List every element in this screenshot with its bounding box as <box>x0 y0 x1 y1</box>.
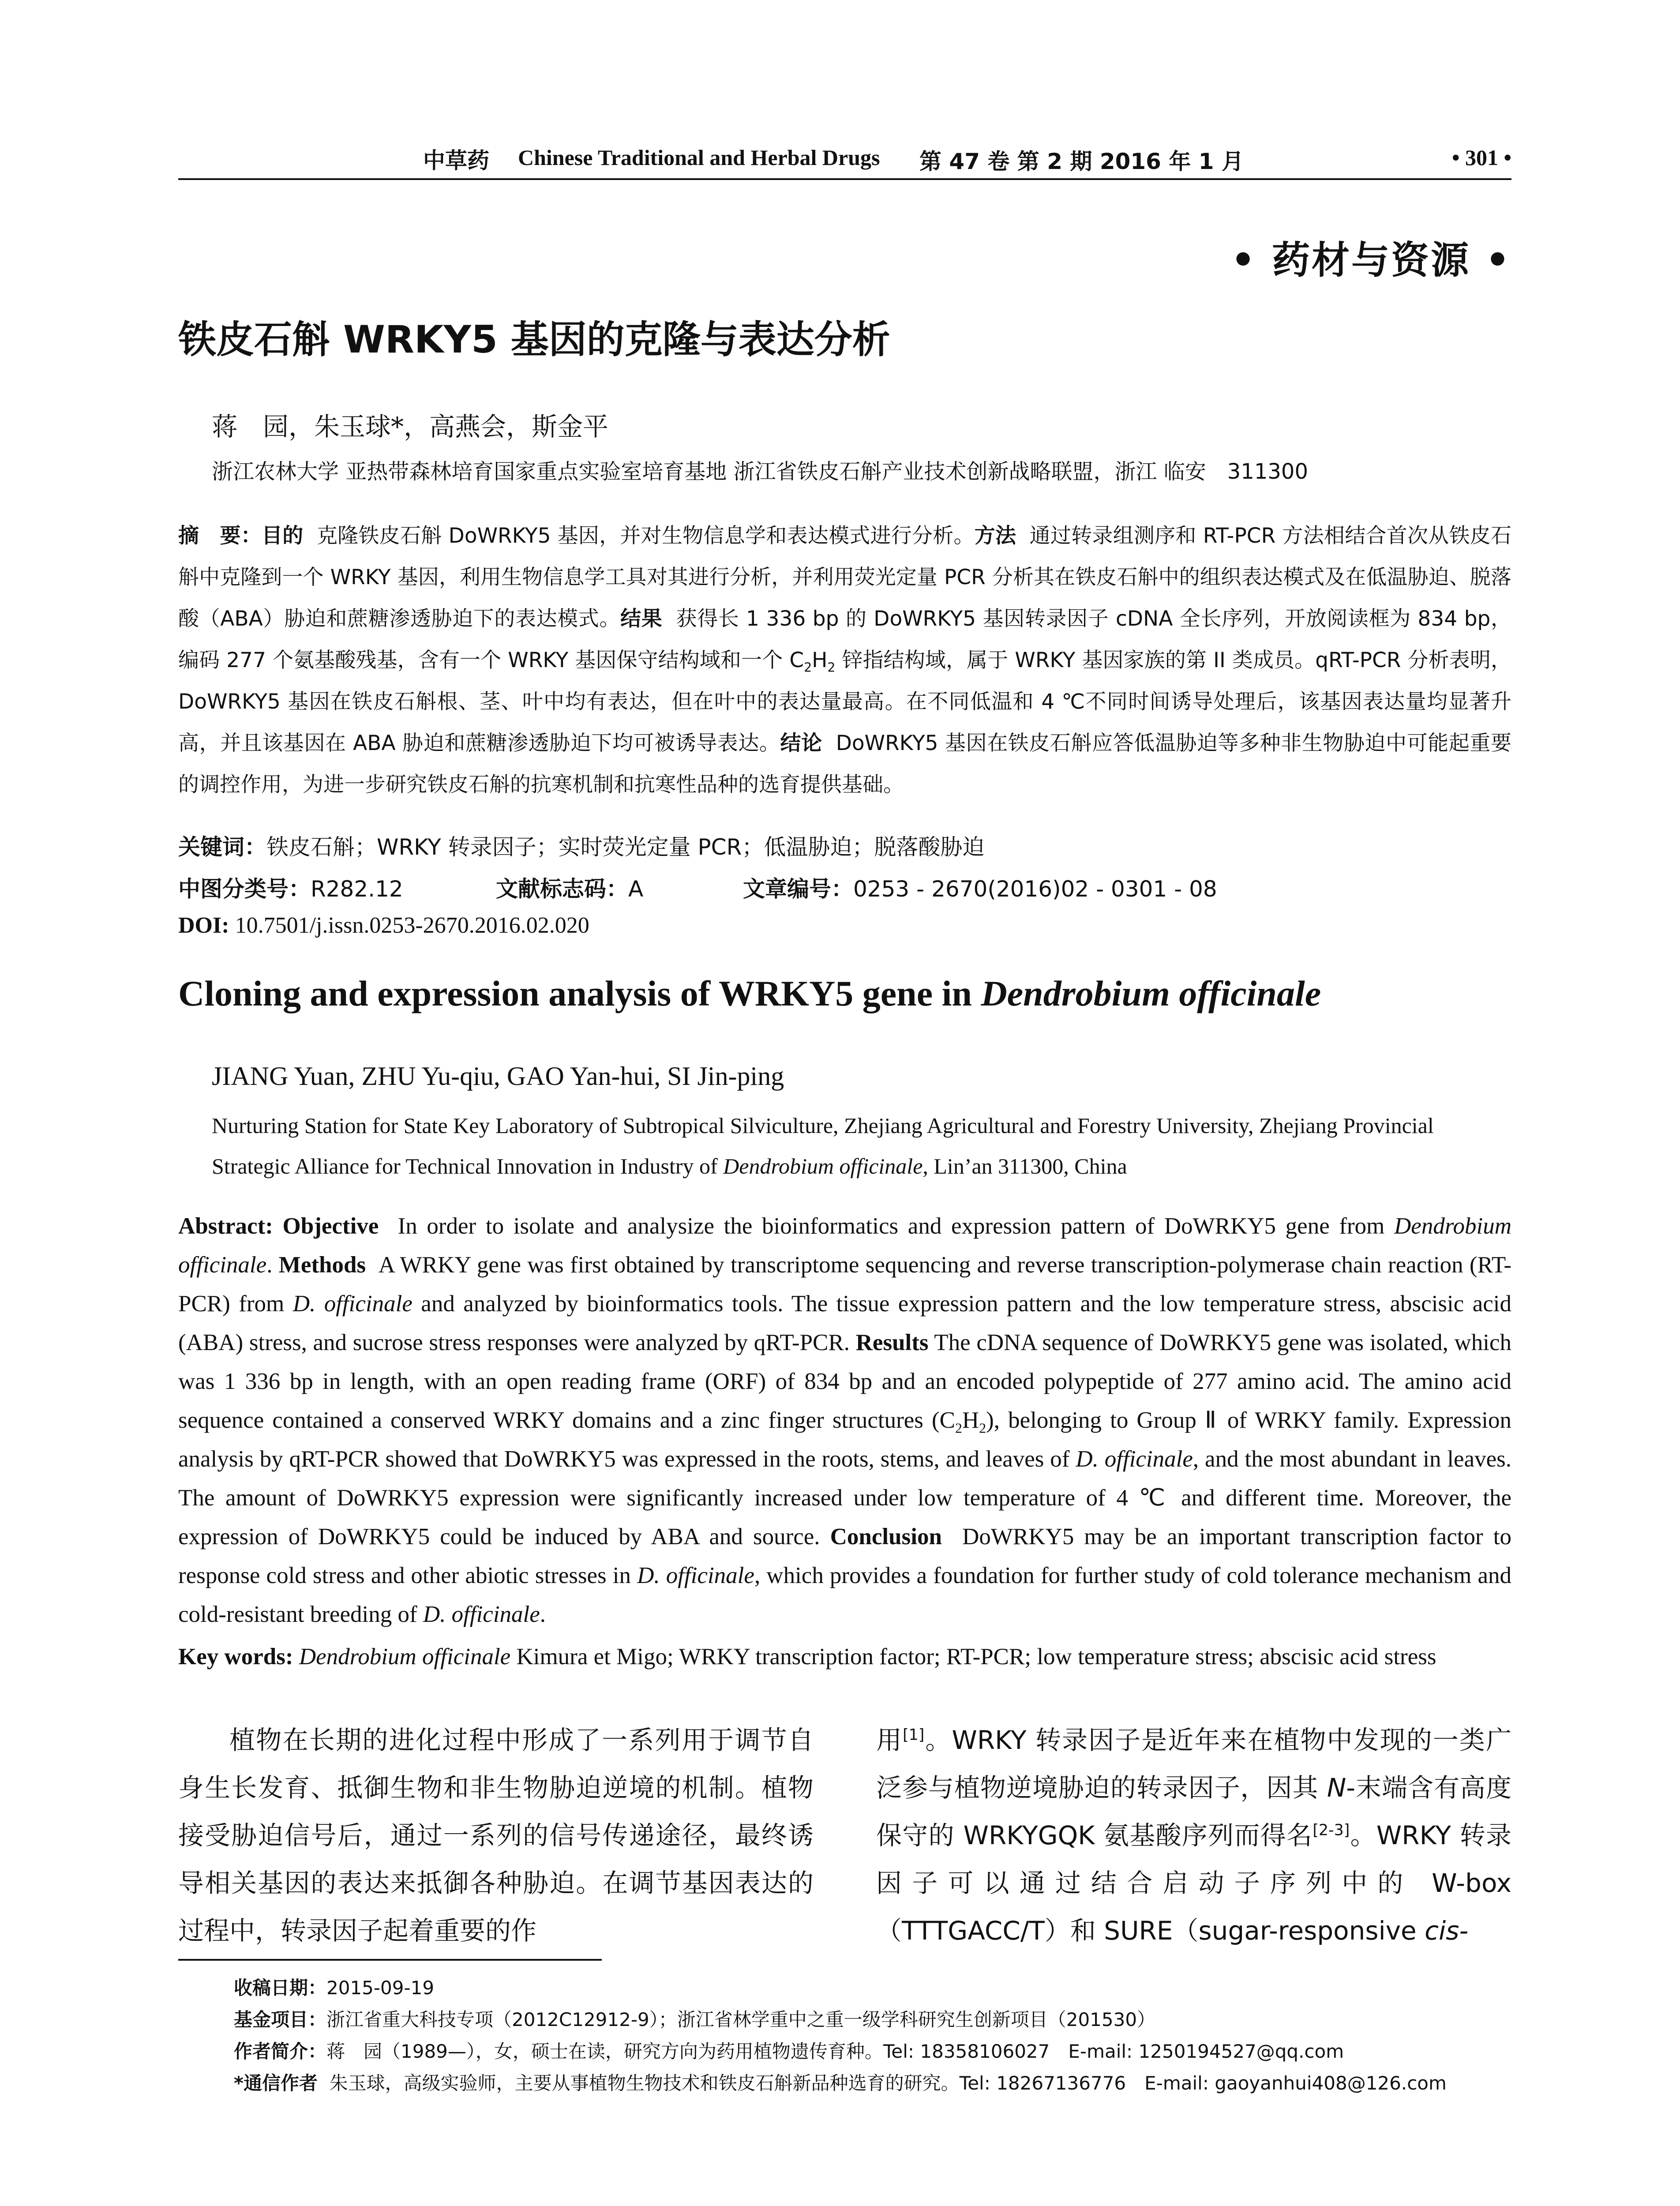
body-text-italic: cis- <box>1425 1916 1469 1946</box>
subscript: 2 <box>827 660 836 675</box>
running-header <box>178 139 1511 182</box>
results-label: Results <box>855 1330 929 1355</box>
subscript: 2 <box>955 1420 962 1436</box>
doi-label: DOI: <box>178 913 229 938</box>
results-label: 结果 <box>620 607 663 631</box>
affiliation-text: , Lin’an 311300, China <box>922 1154 1127 1178</box>
body-column-left: 植物在长期的进化过程中形成了一系列用于调节自身生长发育、抵御生物和非生物胁迫逆境的机制。植物接受胁迫信号后，通过一系列的信号传递途径，最终诱导相关基因的表达来抵御各种胁迫。在调节基因表达的过程中，转录因子起着重要的作 <box>178 1725 814 1946</box>
title-chinese: 铁皮石斛 WRKY5 基因的克隆与表达分析 <box>178 318 890 362</box>
methods-text: A WRKY gene was first obtained by transcriptome sequencing and reverse transcription-polymerase chain reaction (RT-PCR) from <box>178 1252 1512 1317</box>
footnote-label: 基金项目： <box>234 2009 327 2030</box>
species-name: D. officinale <box>292 1291 412 1317</box>
footnote-label: 收稿日期： <box>234 1977 327 1999</box>
affiliation-text: Nurturing Station for State Key Laboratory of Subtropical Silviculture, Zhejiang Agricultural and Forestry University, Zhejiang Provincial Strategic Alliance for Technical Innovation in Industry of <box>212 1113 1434 1178</box>
keywords-text: 铁皮石斛；WRKY 转录因子；实时荧光定量 PCR；低温胁迫；脱落酸胁迫 <box>266 834 985 860</box>
objective-label: Objective <box>282 1213 379 1239</box>
affiliation-chinese: 浙江农林大学 亚热带森林培育国家重点实验室培育基地 浙江省铁皮石斛产业技术创新战略联盟，浙江 临安 311300 <box>212 459 1309 484</box>
methods-label: Methods <box>278 1252 366 1278</box>
footnote-text: 2015-09-19 <box>326 1977 435 1999</box>
abstract-english <box>178 1207 1511 1634</box>
doc-code-value: A <box>628 876 644 902</box>
footnote-author <box>234 2036 1513 2067</box>
abstract-label: 摘 要： <box>178 524 262 548</box>
authors-english: JIANG Yuan, ZHU Yu-qiu, GAO Yan-hui, SI Jin-ping <box>212 1062 784 1091</box>
citation[interactable]: [2-3] <box>1312 1821 1350 1839</box>
conclusion-text: DoWRKY5 基因在铁皮石斛应答低温胁迫等多种非生物胁迫中可能起重要的调控作用，为进一步研究铁皮石斛的抗寒机制和抗寒性品种的选育提供基础。 <box>178 731 1511 797</box>
body-text-italic: N <box>1327 1773 1346 1803</box>
footnote-text: 朱玉球，高级实验师，主要从事植物生物技术和铁皮石斛新品种选育的研究。Tel: 18267136776 E-mail: gaoyanhui408@126.com <box>329 2072 1447 2094</box>
section-heading: • 药材与资源 • <box>1231 238 1511 282</box>
title-english <box>178 973 1321 1014</box>
body-text: -末端含有高度保守的 WRKYGQK 氨基酸序列而得名 <box>876 1773 1511 1850</box>
body-text: 。WRKY 转录因子是近年来在植物中发现的一类广泛参与植物逆境胁迫的转录因子，因其 <box>876 1725 1511 1803</box>
conclusion-label: 结论 <box>780 731 822 755</box>
species-name: D. officinale <box>423 1602 540 1627</box>
affiliation-english <box>212 1105 1509 1186</box>
footnote-label: *通信作者 <box>234 2072 318 2094</box>
conclusion-text: DoWRKY5 may be an important transcription factor to response cold stress and other abiotic stresses in <box>178 1524 1511 1588</box>
keywords-english <box>178 1643 1436 1670</box>
footnote-label: 作者简介： <box>234 2041 327 2062</box>
doi-value: 10.7501/j.issn.0253-2670.2016.02.020 <box>235 913 589 938</box>
authors-chinese: 蒋 园，朱玉球*，高燕会，斯金平 <box>212 412 609 442</box>
results-text: H <box>812 648 828 672</box>
body-text: 。WRKY 转录因子可以通过结合启动子序列中的 W-box（TTTGACC/T）和 SURE（sugar-responsive <box>876 1820 1511 1946</box>
abstract-label: Abstract: <box>178 1213 273 1239</box>
species-name: Dendrobium officinale <box>178 1213 1511 1278</box>
species-name: D. officinale <box>1076 1446 1193 1472</box>
footnote-received <box>234 1972 1513 2004</box>
species-name: Dendrobium officinale <box>299 1644 511 1670</box>
article-number-label: 文章编号： <box>743 876 853 902</box>
doc-code-label: 文献标志码： <box>496 876 628 902</box>
subscript: 2 <box>804 660 812 675</box>
methods-label: 方法 <box>974 524 1016 548</box>
footnote-text: 蒋 园（1989—），女，硕士在读，研究方向为药用植物遗传育种。Tel: 18358106027 E-mail: 1250194527@qq.com <box>326 2041 1344 2062</box>
classification-line <box>178 871 1217 903</box>
results-text: ), belonging to Group Ⅱ of WRKY family. Expression analysis by qRT-PCR showed that DoWRKY5 was expressed in the roots, stems, and leaves of <box>178 1407 1511 1472</box>
footnote-fund <box>234 2004 1513 2036</box>
clc-label: 中图分类号： <box>178 876 311 902</box>
title-english-main: Cloning and expression analysis of WRKY5 gene in <box>178 973 981 1013</box>
keywords-text: Kimura et Migo; WRKY transcription factor; RT-PCR; low temperature stress; abscisic acid stress <box>510 1644 1436 1670</box>
results-text: , and the most abundant in leaves. The amount of DoWRKY5 expression were significantly increased under low temperature of 4 ℃ and different time. Moreover, the expression of DoWRKY5 could be induced by ABA and source. <box>178 1446 1512 1549</box>
objective-text: In order to isolate and analysize the bioinformatics and expression pattern of DoWRKY5 gene from <box>398 1213 1395 1239</box>
journal-en-name: Chinese Traditional and Herbal Drugs <box>518 145 880 170</box>
doi-line <box>178 912 589 938</box>
abstract-chinese <box>178 515 1511 806</box>
footnote-corresponding <box>234 2067 1513 2099</box>
objective-text: 克隆铁皮石斛 DoWRKY5 基因，并对生物信息学和表达模式进行分析。 <box>316 524 975 548</box>
objective-label: 目的 <box>262 524 304 548</box>
journal-issue: 第 47 卷 第 2 期 2016 年 1 月 <box>919 149 1244 174</box>
article-number-value: 0253 - 2670(2016)02 - 0301 - 08 <box>853 876 1217 902</box>
conclusion-text: , which provides a foundation for further study of cold tolerance mechanism and cold-resistant breeding of <box>178 1563 1511 1627</box>
results-text: 锌指结构域，属于 WRKY 基因家族的第 II 类成员。qRT-PCR 分析表明，DoWRKY5 基因在铁皮石斛根、茎、叶中均有表达，但在叶中的表达量最高。在不同低温和 4 ℃不同时间诱导处理后，该基因表达量均显著升高，并且该基因在 ABA 胁迫和蔗糖渗透胁迫下均可被诱导表达。 <box>178 648 1511 755</box>
results-text: The cDNA sequence of DoWRKY5 gene was isolated, which was 1 336 bp in length, with an open reading frame (ORF) of 834 bp and an encoded polypeptide of 277 amino acid. The amino acid sequence contained a conserved WRKY domains and a zinc finger structures (C <box>178 1330 1511 1433</box>
journal-cn-logo: 中草药 <box>423 147 489 173</box>
page-number: • 301 • <box>1451 145 1511 170</box>
species-name: Dendrobium officinale <box>981 973 1321 1013</box>
conclusion-text: . <box>540 1602 546 1627</box>
body-text: 用 <box>876 1725 903 1755</box>
citation[interactable]: [1] <box>903 1726 925 1744</box>
footnote-rule <box>178 1959 602 1961</box>
species-name: Dendrobium officinale <box>723 1154 923 1178</box>
body-column-right <box>876 1716 1511 1955</box>
keywords-label: 关键词： <box>178 834 266 860</box>
footnotes <box>234 1972 1513 2099</box>
results-text: H <box>962 1407 979 1433</box>
keywords-label: Key words: <box>178 1644 293 1670</box>
keywords-chinese <box>178 829 984 861</box>
methods-text: and analyzed by bioinformatics tools. The tissue expression pattern and the low temperature stress, abscisic acid (ABA) stress, and sucrose stress responses were analyzed by qRT-PCR. <box>178 1291 1512 1355</box>
footnote-text: 浙江省重大科技专项（2012C12912-9）；浙江省林学重中之重一级学科研究生创新项目（201530） <box>326 2009 1156 2030</box>
objective-text: . <box>266 1252 273 1278</box>
conclusion-label: Conclusion <box>830 1524 942 1549</box>
header-rule <box>178 178 1511 180</box>
results-text: 获得长 1 336 bp 的 DoWRKY5 基因转录因子 cDNA 全长序列，开放阅读框为 834 bp，编码 277 个氨基酸残基，含有一个 WRKY 基因保守结构域和一个 C <box>178 607 1512 672</box>
clc-value: R282.12 <box>311 876 403 902</box>
subscript: 2 <box>979 1420 986 1436</box>
methods-text: 通过转录组测序和 RT-PCR 方法相结合首次从铁皮石斛中克隆到一个 WRKY 基因，利用生物信息学工具对其进行分析，并利用荧光定量 PCR 分析其在铁皮石斛中的组织表达模式及在低温胁迫、脱落酸（ABA）胁迫和蔗糖渗透胁迫下的表达模式。 <box>178 524 1511 631</box>
species-name: D. officinale <box>637 1563 754 1588</box>
